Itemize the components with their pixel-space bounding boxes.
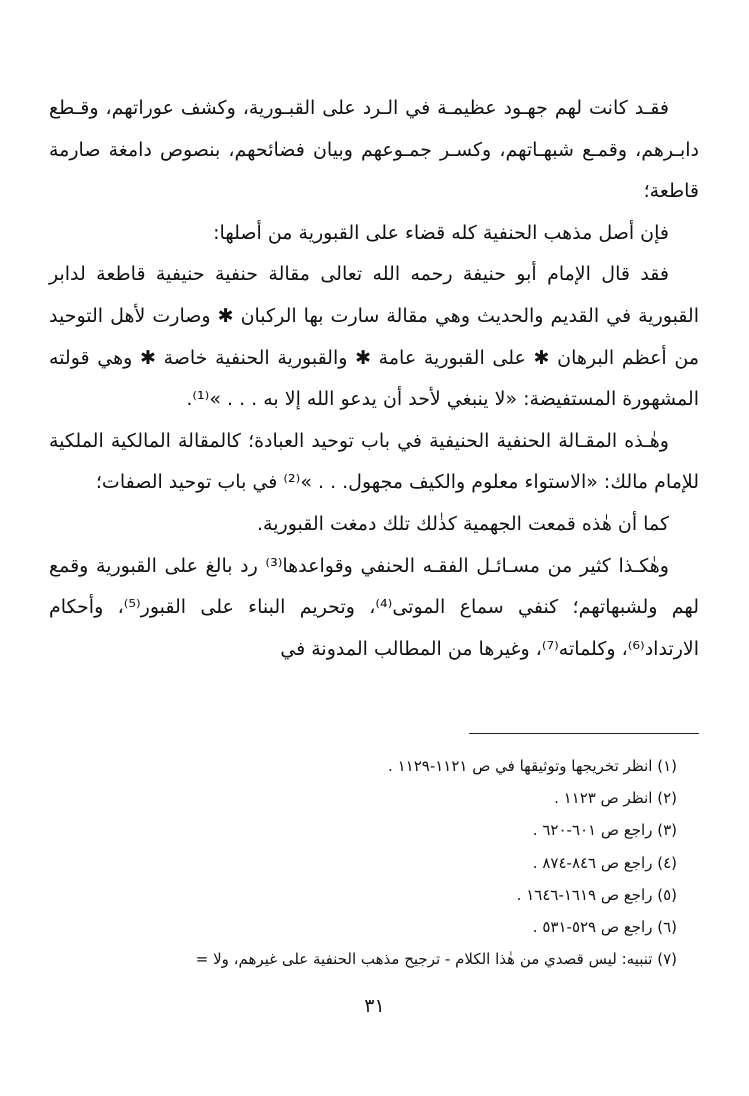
paragraph-6: وهٰكـذا كثير من مسـائـل الفقـه الحنفي وقواعدها⁽³⁾ رد بالغ على القبورية وقمع لهم ولشبهاتهم؛ كنفي سماع الموتى⁽⁴⁾، وتحريم البناء على القبور⁽⁵⁾، وأحكام الارتداد⁽⁶⁾، وكلماته⁽⁷⁾، وغيرها من المطالب المدونة في xyxy=(49,554,699,660)
footnote-4: (٤) راجع ص ٨٤٦-٨٧٤ . xyxy=(532,853,677,872)
paragraph-2: فإن أصل مذهب الحنفية كله قضاء على القبورية من أصلها: xyxy=(213,221,669,244)
footnote-6: (٦) راجع ص ٥٢٩-٥٣١ . xyxy=(532,918,677,937)
main-text xyxy=(49,88,699,670)
paragraph-4: وهٰـذه المقـالة الحنفية الحنيفية في باب توحيد العبادة؛ كالمقالة المالكية الملكية للإمام مالك: «الاستواء معلوم والكيف مجهول. . . »⁽²⁾ في باب توحيد الصفات؛ xyxy=(49,429,699,494)
footnote-5: (٥) راجع ص ١٦١٩-١٦٤٦ . xyxy=(516,885,677,904)
footnote-2: (٢) انظر ص ١١٢٣ . xyxy=(554,789,677,808)
footnote-3: (٣) راجع ص ٦٠١-٦٢٠ . xyxy=(532,821,677,840)
paragraph-1: فقـد كانت لهم جهـود عظيمـة في الـرد على القبـورية، وكشف عوراتهم، وقـطع دابـرهم، وقمـع شبهـاتهم، وكسـر جمـوعهم وبيان فضائحهم، بنصوص دامغة صارمة قاطعة؛ xyxy=(49,97,699,203)
page-number: ٣١ xyxy=(364,995,385,1017)
footnote-1: (١) انظر تخريجها وتوثيقها في ص ١١٢١-١١٢٩ . xyxy=(388,757,677,775)
paragraph-5: كما أن هٰذه قمعت الجهمية كذٰلك تلك دمغت القبورية. xyxy=(257,512,669,535)
footnote-separator xyxy=(469,733,699,734)
paragraph-3: فقد قال الإمام أبو حنيفة رحمه الله تعالى مقالة حنفية حنيفية قاطعة لدابر القبورية في القديم والحديث وهي مقالة سارت بها الركبان ✱ وصارت لأهل التوحيد من أعظم البرهان ✱ على القبورية عامة ✱ والقبورية الحنفية خاصة ✱ وهي قولته المشهورة المستفيضة: «لا ينبغي لأحد أن يدعو الله إلا به . . . »⁽¹⁾. xyxy=(49,263,699,411)
footnotes xyxy=(49,750,677,975)
footnote-7: (٧) تنبيه: ليس قصدي من هٰذا الكلام - ترجيح مذهب الحنفية على غيرهم، ولا = xyxy=(195,950,677,969)
